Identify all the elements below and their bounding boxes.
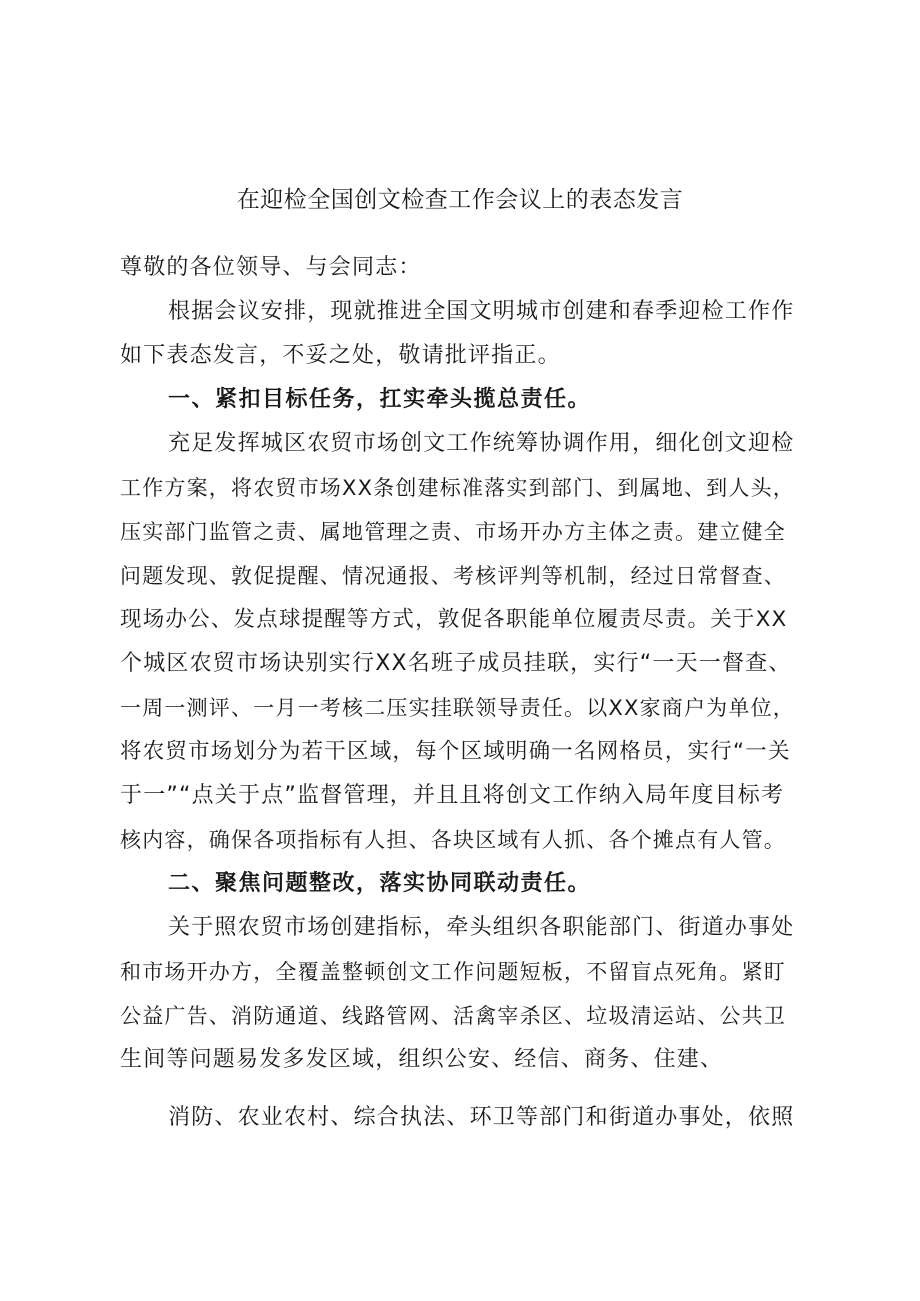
paragraph-line: 生间等问题易发多发区域，组织公安、经信、商务、住建、 [120,1047,724,1072]
paragraph-line: 压实部门监管之责、属地管理之责、市场开办方主体之责。建立健全 [120,520,786,544]
paragraph-line: 根据会议安排，现就推进全国文明城市创建和春季迎检工作作 [168,299,795,324]
paragraph-line: 如下表态发言，不妥之处，敬请批评指正。 [120,343,561,368]
section-heading-1: 一、紧扣目标任务，扛实牵头揽总责任。 [168,387,592,412]
paragraph-line: 和市场开办方，全覆盖整顿创文工作问题短板，不留盲点死角。紧盯 [120,960,786,984]
paragraph-line: 关于照农贸市场创建指标，牵头组织各职能部门、街道办事处 [168,915,795,940]
paragraph-line: 工作方案，将农贸市场XX条创建标准落实到部门、到属地、到人头， [120,476,795,500]
paragraph-line: 将农贸市场划分为若干区域，每个区域明确一名网格员，实行“一关 [120,739,791,764]
paragraph-line: 核内容，确保各项指标有人担、各块区域有人抓、各个摊点有人管。 [120,828,786,852]
paragraph-line: 一周一测评、一月一考核二压实挂联领导责任。以XX家商户为单位， [120,696,795,720]
paragraph-line: 问题发现、敦促提醒、情况通报、考核评判等机制，经过日常督查、 [120,564,786,588]
paragraph-line: 现场办公、发点球提醒等方式，敦促各职能单位履责尽责。关于XX [120,607,788,632]
salutation: 尊敬的各位领导、与会同志： [120,255,422,280]
paragraph-line: 消防、农业农村、综合执法、环卫等部门和街道办事处，依照 [168,1105,795,1130]
paragraph-line: 公益广告、消防通道、线路管网、活禽宰杀区、垃圾清运站、公共卫 [120,1004,786,1028]
paragraph-line: 充足发挥城区农贸市场创文工作统筹协调作用，细化创文迎检 [168,431,795,456]
document-title: 在迎检全国创文检查工作会议上的表态发言 [236,187,684,213]
paragraph-line: 于一”“点关于点”监督管理，并且且将创文工作纳入局年度目标考 [120,783,785,808]
paragraph-line: 个城区农贸市场诀别实行XX名班子成员挂联，实行“一天一督查、 [120,651,792,676]
section-heading-2: 二、聚焦问题整改，落实协同联动责任。 [168,871,592,896]
